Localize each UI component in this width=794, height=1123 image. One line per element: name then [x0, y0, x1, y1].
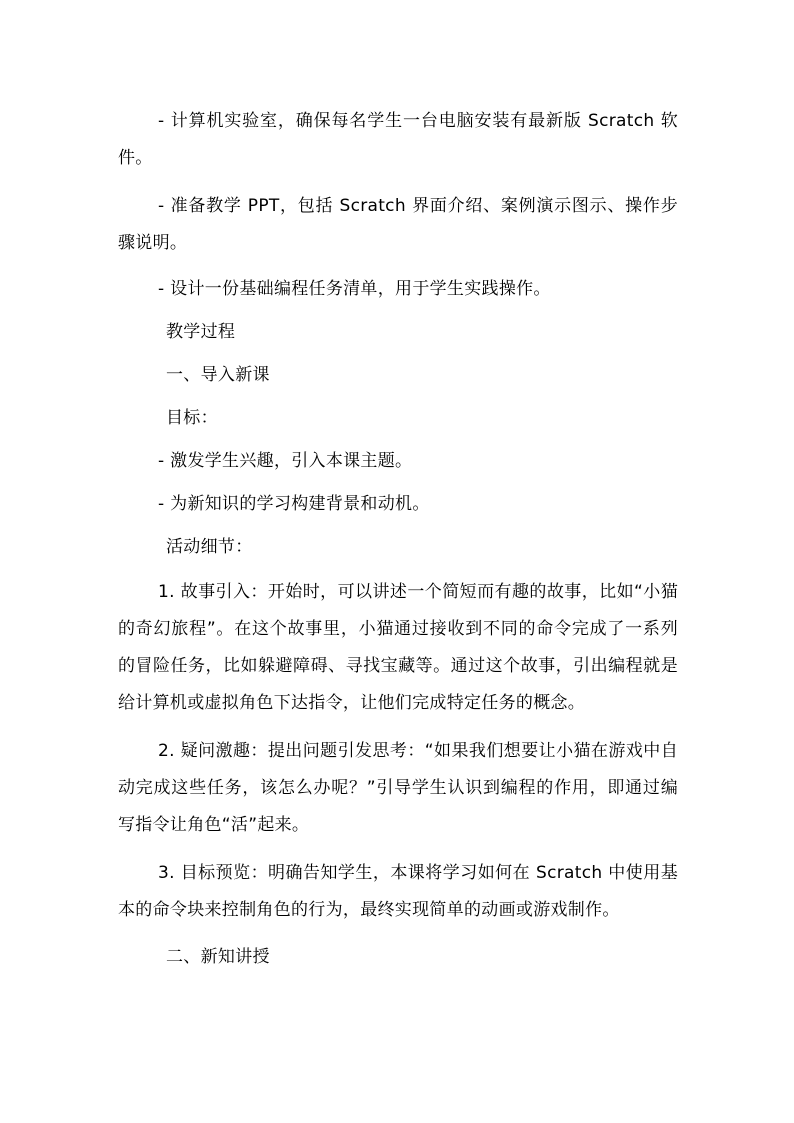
goal-item-background: - 为新知识的学习构建背景和动机。 [158, 494, 430, 514]
section-heading-intro: 一、导入新课 [166, 365, 270, 385]
prep-item-task-list: - 设计一份基础编程任务清单，用于学生实践操作。 [158, 279, 551, 299]
activity-details-label: 活动细节： [166, 537, 253, 557]
section-heading-new-knowledge: 二、新知讲授 [166, 947, 270, 967]
section-heading-teaching-process: 教学过程 [166, 322, 236, 342]
prep-item-lab: - 计算机实验室，确保每名学生一台电脑安装有最新版 Scratch 软件。 [118, 111, 678, 168]
goals-label: 目标： [166, 408, 218, 428]
prep-item-ppt: - 准备教学 PPT，包括 Scratch 界面介绍、案例演示图示、操作步骤说明。 [118, 196, 678, 253]
activity-item-story: 1. 故事引入：开始时，可以讲述一个简短而有趣的故事，比如“小猫的奇幻旅程”。在这个故事里，小猫通过接收到不同的命令完成了一系列的冒险任务，比如躲避障碍、寻找宝藏等。通过这个故事，引出编程就是给计算机或虚拟角色下达指令，让他们完成特定任务的概念。 [118, 582, 678, 713]
document-body [118, 103, 678, 973]
goal-item-interest: - 激发学生兴趣，引入本课主题。 [158, 451, 413, 471]
activity-item-question: 2. 疑问激趣：提出问题引发思考：“如果我们想要让小猫在游戏中自动完成这些任务，该怎么办呢？”引导学生认识到编程的作用，即通过编写指令让角色“活”起来。 [118, 741, 678, 835]
activity-item-preview: 3. 目标预览：明确告知学生，本课将学习如何在 Scratch 中使用基本的命令块来控制角色的行为，最终实现简单的动画或游戏制作。 [118, 863, 678, 920]
